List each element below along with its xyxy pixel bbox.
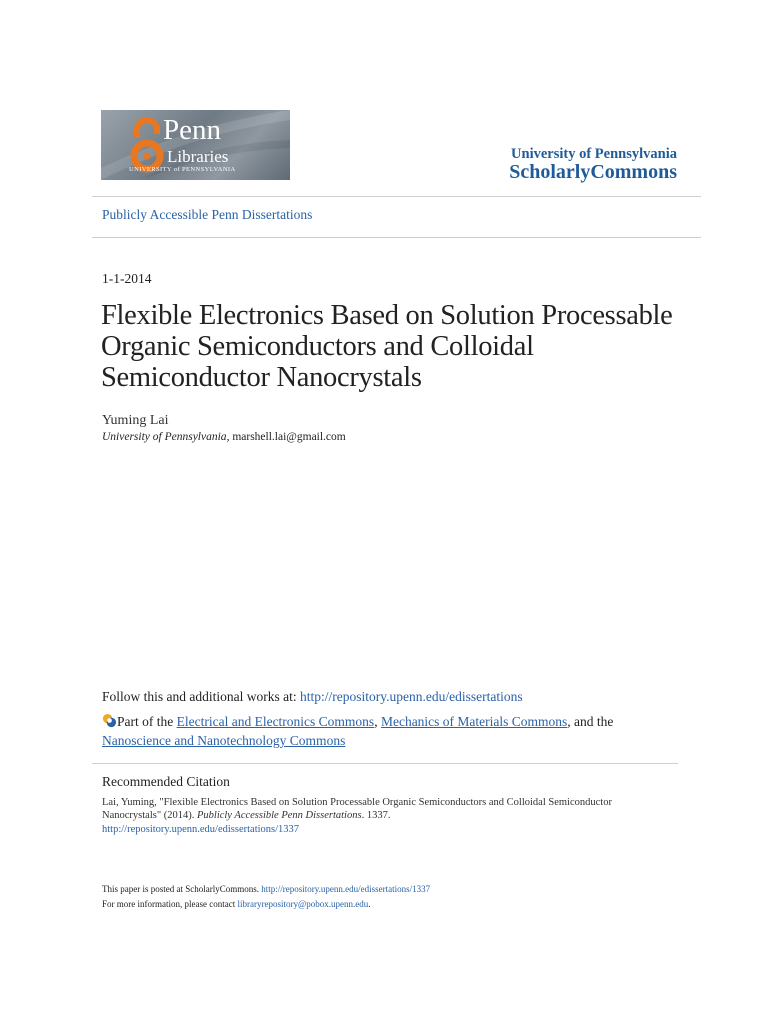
citation-divider [92,763,678,764]
follow-works-line [102,689,523,705]
part-of-commons [102,712,722,750]
author-email: , marshell.lai@gmail.com [226,431,346,443]
citation-text-1: Lai, Yuming, "Flexible Electronics Based on Solution Processable Organic Semiconductors and Colloidal Semiconductor Nanocrystals" (2014). [102,797,612,821]
scholarlycommons-title[interactable]: ScholarlyCommons [509,161,677,183]
contact-prefix: For more information, please contact [102,899,238,909]
part-of-prefix: Part of the [117,714,177,729]
follow-prefix: Follow this and additional works at: [102,689,300,704]
mechanics-commons-link[interactable]: Mechanics of Materials Commons [380,714,568,729]
network-icon [102,713,117,728]
posted-prefix: This paper is posted at ScholarlyCommons. [102,884,262,894]
penn-libraries-logo[interactable] [101,110,290,180]
collection-divider [92,237,701,238]
title-line-2: Organic Semiconductors and Colloidal [101,331,534,362]
contact-suffix: . [368,899,371,909]
logo-penn-text: Penn [163,114,221,146]
author-name: Yuming Lai [102,413,169,428]
publication-date: 1-1-2014 [102,271,152,286]
header-divider [92,196,701,197]
collection-link[interactable]: Publicly Accessible Penn Dissertations [102,207,313,222]
contact-notice [102,899,370,909]
edissertations-link[interactable]: http://repository.upenn.edu/edissertations [300,689,523,704]
nanoscience-commons-link[interactable]: Nanoscience and Nanotechnology Commons [102,733,346,748]
contact-email-link[interactable]: libraryrepository@pobox.upenn.edu [237,899,369,909]
title-line-1: Flexible Electronics Based on Solution Processable [101,300,673,331]
affiliation-name: University of Pennsylvania [102,431,227,443]
part-of-sep-2: , and the [567,714,614,729]
author-affiliation [102,431,346,443]
citation-journal: Publicly Accessible Penn Dissertations [196,810,362,821]
title-line-3: Semiconductor Nanocrystals [101,362,422,393]
part-of-sep-1: , [374,714,381,729]
citation-link[interactable]: http://repository.upenn.edu/edissertations/1337 [102,824,300,835]
posted-notice [102,884,430,894]
logo-libraries-text: Libraries [167,147,229,166]
recommended-citation-heading: Recommended Citation [102,774,230,789]
logo-university-text: UNIVERSITY of PENNSYLVANIA [129,166,236,173]
dissertation-title [101,300,701,393]
citation-text-2: . 1337. [361,810,391,821]
posted-link[interactable]: http://repository.upenn.edu/edissertations/1337 [261,884,431,894]
citation-text [102,796,662,822]
university-name[interactable]: University of Pennsylvania [511,146,677,162]
electrical-commons-link[interactable]: Electrical and Electronics Commons [176,714,375,729]
